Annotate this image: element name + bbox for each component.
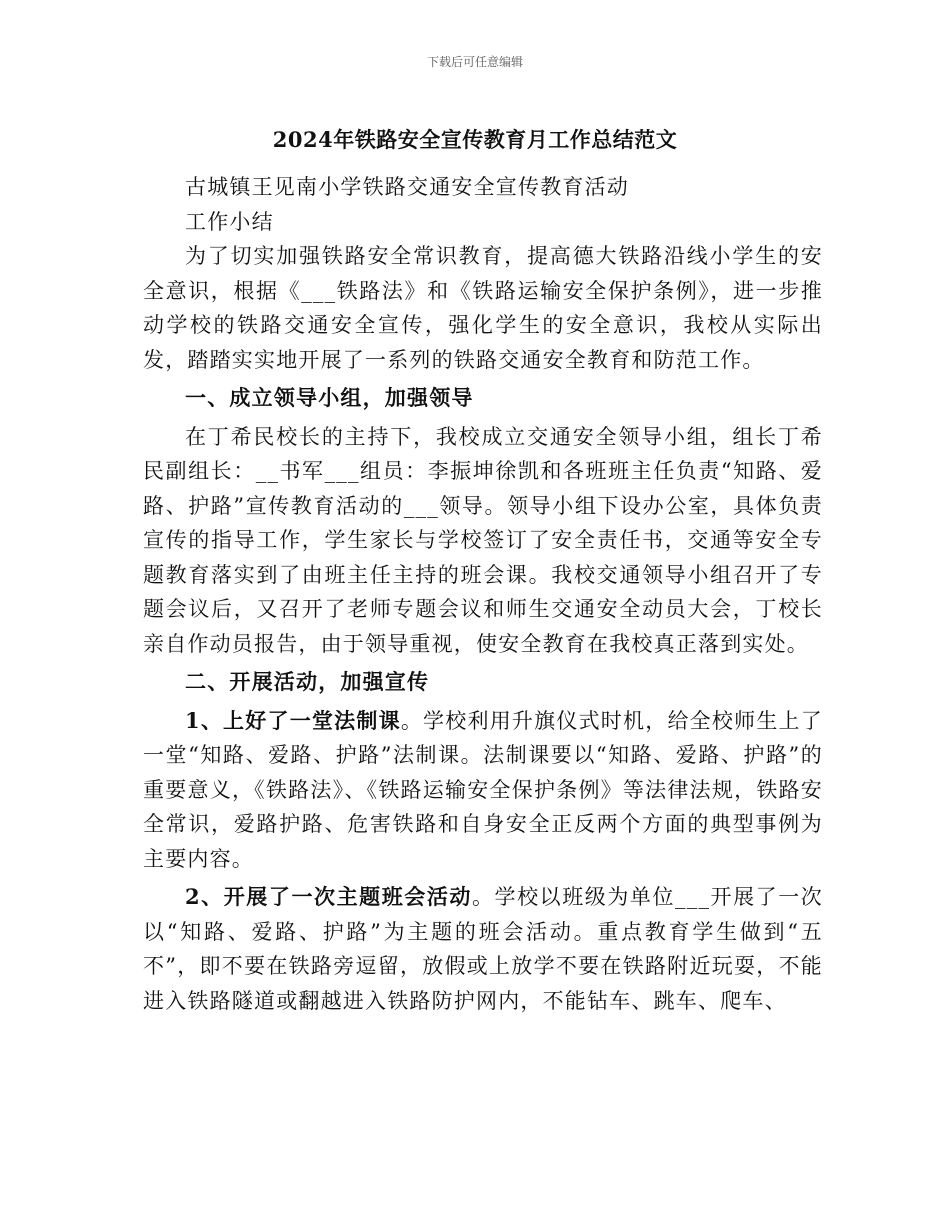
- document-body: [143, 170, 823, 1018]
- section-2-heading: 二、开展活动，加强宣传: [185, 669, 430, 694]
- item-1-lead: 1、上好了一堂法制课: [185, 707, 401, 733]
- section-2-item-1: [143, 704, 823, 877]
- item-2-lead: 2、开展了一次主题班会活动: [185, 884, 472, 909]
- item-2-text: 。学校以班级为单位___开展了一次以“知路、爱路、护路”为主题的班会活动。重点教育学生做到“五不”，即不要在铁路旁逗留，放假或上放学不要在铁路附近玩耍，不能进入铁路隧道或翻越进入铁路防护网内，不能钻车、跳车、爬车、: [143, 885, 823, 1013]
- intro-paragraph: 为了切实加强铁路安全常识教育，提高德大铁路沿线小学生的安全意识，根据《___铁路法》和《铁路运输安全保护条例》，进一步推动学校的铁路交通安全宣传，强化学生的安全意识，我校从实际出发，踏踏实实地开展了一系列的铁路交通安全教育和防范工作。: [143, 244, 823, 372]
- page-header-note: 下载后可任意编辑: [426, 55, 523, 69]
- subtitle-line-1: 古城镇王见南小学铁路交通安全宣传教育活动: [185, 175, 629, 199]
- document-title: 2024年铁路安全宣传教育月工作总结范文: [272, 127, 678, 152]
- section-2-item-2: [143, 880, 823, 1018]
- item-1-text: 。学校利用升旗仪式时机，给全校师生上了一堂“知路、爱路、护路”法制课。法制课要以“知路、爱路、护路”的重要意义，《铁路法》、《铁路运输安全保护条例》等法律法规，铁路安全常识，爱路护路、危害铁路和自身安全正反两个方面的典型事例为主要内容。: [143, 708, 823, 871]
- subtitle-line-2: 工作小结: [185, 209, 274, 234]
- section-1-heading: 一、成立领导小组，加强领导: [185, 385, 474, 410]
- section-1-paragraph: 在丁希民校长的主持下，我校成立交通安全领导小组，组长丁希民副组长：__书军___组员：李振坤徐凯和各班班主任负责“知路、爱路、护路”宣传教育活动的___领导。领导小组下设办公室，具体负责宣传的指导工作，学生家长与学校签订了安全责任书，交通等安全专题教育落实到了由班主任主持的班会课。我校交通领导小组召开了专题会议后，又召开了老师专题会议和师生交通安全动员大会，丁校长亲自作动员报告，由于领导重视，使安全教育在我校真正落到实处。: [143, 424, 823, 656]
